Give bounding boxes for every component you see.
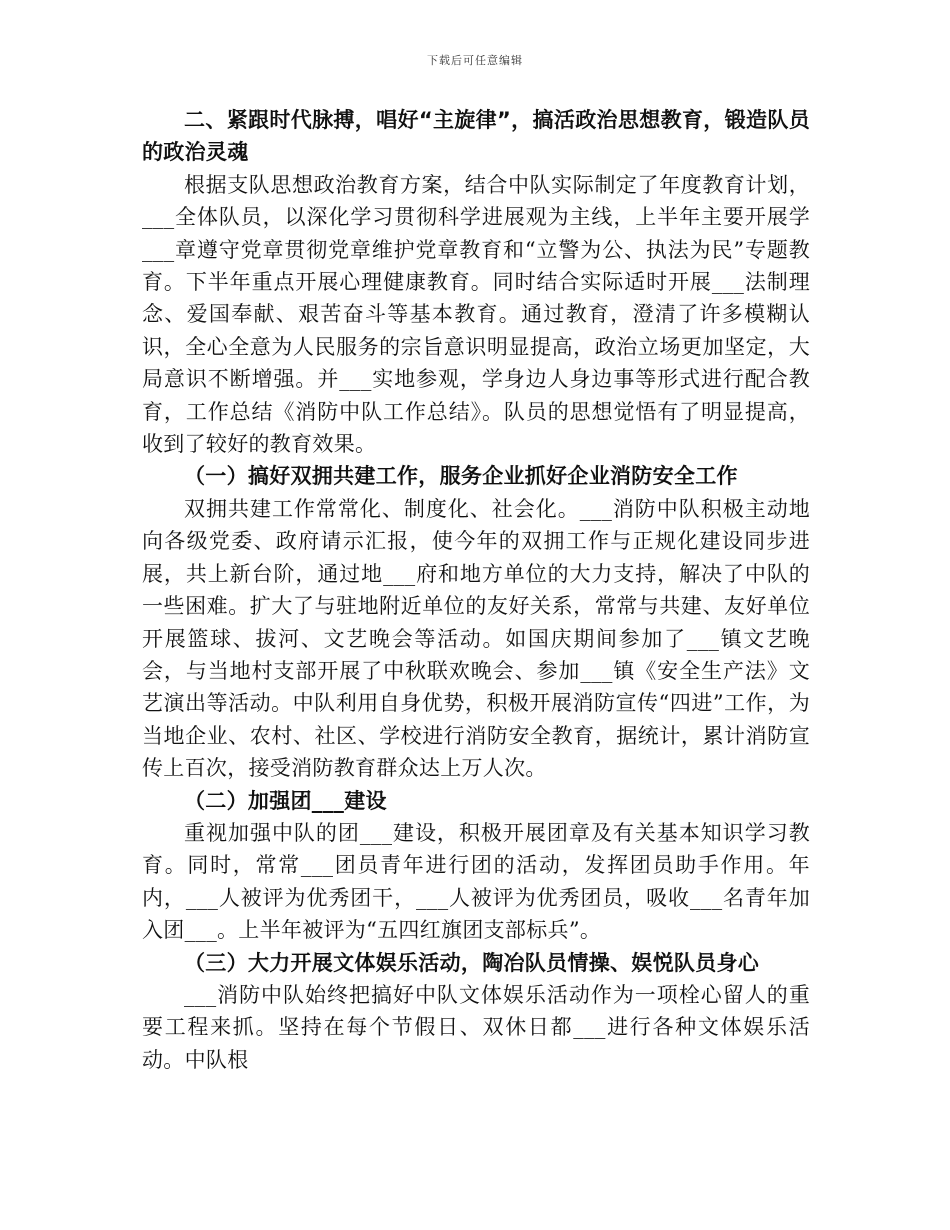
paragraph: ___消防中队始终把搞好中队文体娱乐活动作为一项栓心留人的重要工程来抓。坚持在每个节假日、双休日都___进行各种文体娱乐活动。中队根 [142, 982, 810, 1072]
paragraph: 双拥共建工作常常化、制度化、社会化。___消防中队积极主动地向各级党委、政府请示汇报，使今年的双拥工作与正规化建设同步进展，共上新台阶，通过地___府和地方单位的大力支持，解决了中队的一些困难。扩大了与驻地附近单位的友好关系，常常与共建、友好单位开展篮球、拔河、文艺晚会等活动。如国庆期间参加了___镇文艺晚会，与当地村支部开展了中秋联欢晚会、参加___镇《安全生产法》文艺演出等活动。中队利用自身优势，积极开展消防宣传“四进”工作，为当地企业、农村、社区、学校进行消防安全教育，据统计，累计消防宣传上百次，接受消防教育群众达上万人次。 [142, 496, 810, 781]
document-body [142, 104, 810, 1076]
subsection-heading: （一）搞好双拥共建工作，服务企业抓好企业消防安全工作 [184, 464, 738, 489]
subsection-heading: （二）加强团___建设 [184, 788, 387, 813]
page-header-note: 下载后可任意编辑 [427, 54, 523, 67]
paragraph: 根据支队思想政治教育方案，结合中队实际制定了年度教育计划，___全体队员，以深化学习贯彻科学进展观为主线，上半年主要开展学___章遵守党章贯彻党章维护党章教育和“立警为公、执法为民”专题教育。下半年重点开展心理健康教育。同时结合实际适时开展___法制理念、爱国奉献、艰苦奋斗等基本教育。通过教育，澄清了许多模糊认识，全心全意为人民服务的宗旨意识明显提高，政治立场更加坚定，大局意识不断增强。并___实地参观，学身边人身边事等形式进行配合教育，工作总结《消防中队工作总结》。队员的思想觉悟有了明显提高，收到了较好的教育效果。 [142, 172, 810, 457]
subsection-heading: （三）大力开展文体娱乐活动，陶冶队员情操、娱悦队员身心 [184, 950, 760, 975]
section-heading: 二、紧跟时代脉搏，唱好“主旋律”，搞活政治思想教育，锻造队员的政治灵魂 [142, 108, 810, 165]
paragraph: 重视加强中队的团___建设，积极开展团章及有关基本知识学习教育。同时，常常___团员青年进行团的活动，发挥团员助手作用。年内，___人被评为优秀团干，___人被评为优秀团员，吸收___名青年加入团___。上半年被评为“五四红旗团支部标兵”。 [142, 820, 810, 943]
